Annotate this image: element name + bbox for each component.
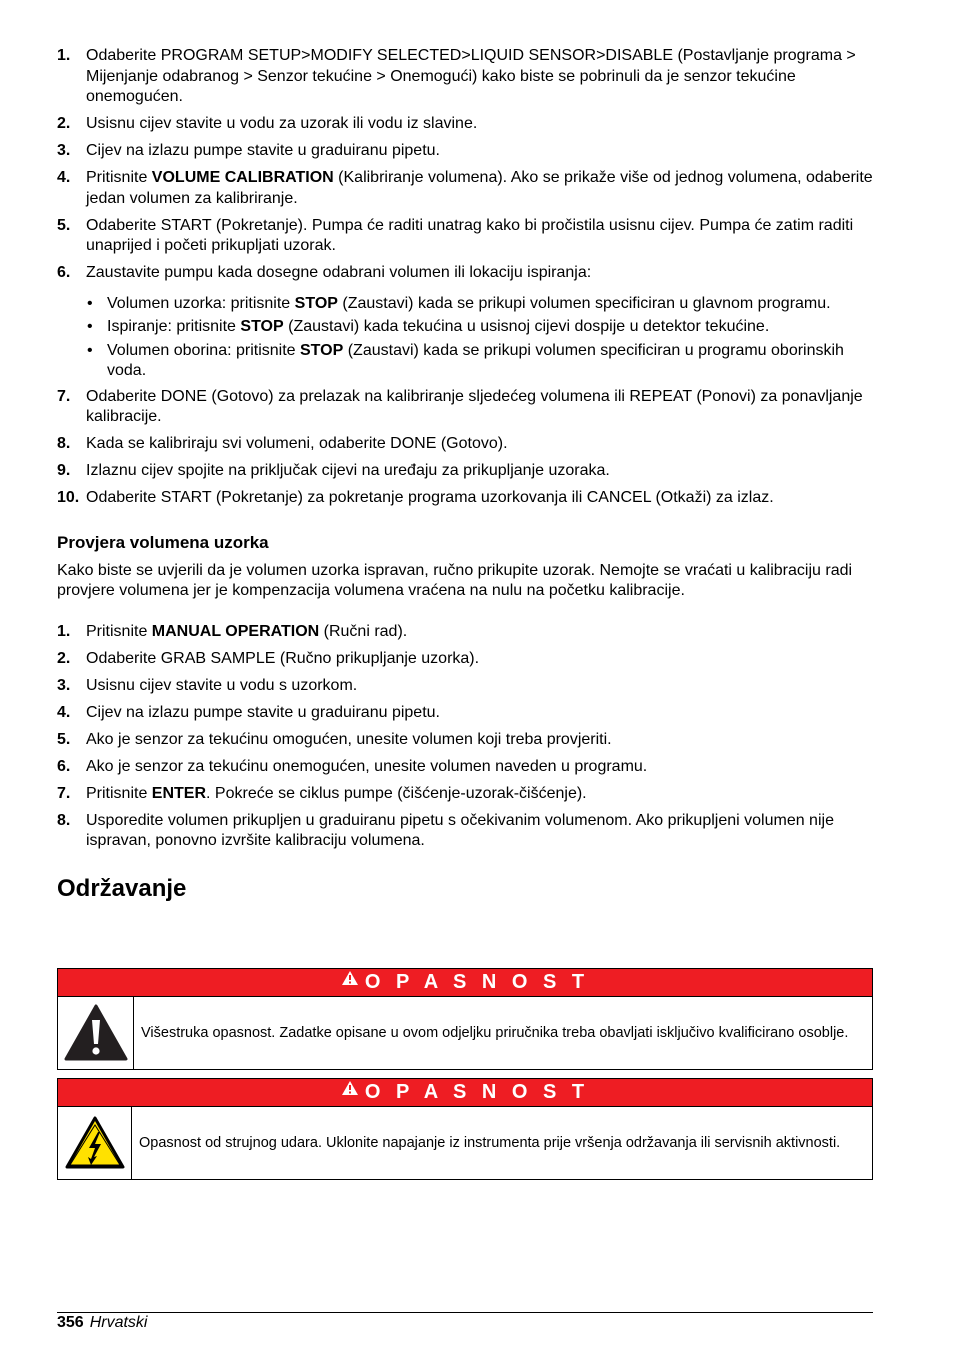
- step-text: Ako je senzor za tekućinu omogućen, unesite volumen koji treba provjeriti.: [86, 730, 612, 748]
- list-item: [57, 294, 873, 315]
- danger-text: Opasnost od strujnog udara. Uklonite napajanje iz instrumenta prije vršenja održavanja ili servisnih aktivnosti.: [139, 1135, 841, 1151]
- step-number: 4.: [57, 703, 71, 721]
- step-number: 8.: [57, 435, 71, 452]
- step-number: 6.: [57, 757, 71, 775]
- danger-header: [58, 969, 872, 997]
- step-number: 2.: [57, 115, 71, 132]
- list-item: [57, 216, 873, 257]
- step-text: Ako je senzor za tekućinu onemogućen, unesite volumen naveden u programu.: [86, 757, 648, 775]
- list-item: [57, 114, 873, 135]
- stop-options-list: [57, 294, 873, 382]
- step-text: Volumen uzorka: pritisnite: [107, 294, 295, 312]
- list-item: [57, 168, 873, 209]
- step-text: Izlaznu cijev spojite na priključak cijevi na uređaju za prikupljanje uzoraka.: [86, 462, 610, 479]
- page-content: [57, 0, 873, 904]
- list-item: [57, 387, 873, 428]
- list-item: [57, 488, 873, 509]
- step-text: Ispiranje: pritisnite: [107, 318, 241, 335]
- maintenance-heading: Održavanje: [57, 874, 187, 902]
- list-item: [57, 461, 873, 482]
- list-item: [57, 676, 873, 697]
- danger-box-general: [57, 968, 873, 1070]
- list-item: [57, 811, 873, 852]
- list-item: [57, 341, 873, 382]
- step-text: Cijev na izlazu pumpe stavite u graduiranu pipetu.: [86, 703, 440, 721]
- page-footer: [57, 1312, 873, 1332]
- list-item: [57, 649, 873, 670]
- step-number: 1.: [57, 47, 71, 64]
- step-number: 5.: [57, 730, 71, 748]
- step-text: (Zaustavi) kada se prikupi volumen specificiran u glavnom programu.: [337, 294, 831, 312]
- step-text: Zaustavite pumpu kada dosegne odabrani volumen ili lokaciju ispiranja:: [86, 264, 592, 281]
- step-text: Pritisnite: [86, 169, 152, 186]
- list-item: [57, 730, 873, 751]
- step-number: 9.: [57, 462, 71, 479]
- step-number: 10.: [57, 489, 80, 506]
- list-item: [57, 141, 873, 162]
- step-text: (Ručni rad).: [319, 622, 408, 640]
- bullet-icon: •: [87, 341, 93, 359]
- bold-command: STOP: [240, 318, 284, 335]
- bullet-icon: •: [87, 318, 93, 335]
- bold-command: MANUAL OPERATION: [151, 622, 320, 640]
- step-number: 3.: [57, 676, 71, 694]
- footer-language: Hrvatski: [89, 1314, 148, 1331]
- danger-label: O P A S N O S T: [364, 1081, 590, 1103]
- electrical-shock-icon: [58, 1107, 132, 1179]
- warning-triangle-icon: [341, 1077, 359, 1104]
- list-item: [57, 434, 873, 455]
- step-number: 1.: [57, 622, 71, 640]
- step-text: Usporedite volumen prikupljen u graduiranu pipetu s očekivanim volumenom. Ako prikupljeni volumen nije ispravan, ponovno izvršite kalibraciju volumena.: [86, 811, 834, 849]
- general-warning-icon: [58, 997, 134, 1069]
- step-number: 3.: [57, 142, 71, 159]
- step-text: Cijev na izlazu pumpe stavite u graduiranu pipetu.: [86, 142, 440, 159]
- calibration-steps-list: [57, 46, 873, 284]
- bold-command: STOP: [294, 294, 338, 312]
- list-item: [57, 317, 873, 338]
- page-number: 356: [57, 1314, 84, 1331]
- volume-verification-steps-list: [57, 622, 873, 852]
- step-text: (Zaustavi) kada se prikupi volumen specificiran u programu oborinskih voda.: [107, 341, 844, 379]
- step-text: Odaberite START (Pokretanje) za pokretanje programa uzorkovanja ili CANCEL (Otkaži) za izlaz.: [86, 489, 774, 506]
- step-text: Pritisnite: [86, 622, 152, 640]
- step-number: 7.: [57, 784, 71, 802]
- danger-box-electrical: [57, 1078, 873, 1180]
- step-text: Odaberite PROGRAM SETUP>MODIFY SELECTED>LIQUID SENSOR>DISABLE (Postavljanje programa > Mijenjanje odabranog > Senzor tekućine > Onemogući) kako biste se pobrinuli da je senzor tekućine onemogućen.: [86, 47, 856, 105]
- list-item: [57, 263, 873, 284]
- list-item: [57, 46, 873, 108]
- section-heading: Provjera volumena uzorka: [57, 532, 269, 552]
- list-item: [57, 757, 873, 778]
- step-number: 2.: [57, 649, 71, 667]
- step-text: Odaberite DONE (Gotovo) za prelazak na kalibriranje sljedećeg volumena ili REPEAT (Ponovi) za ponavljanje kalibracije.: [86, 387, 863, 425]
- step-text: Usisnu cijev stavite u vodu za uzorak ili vodu iz slavine.: [86, 115, 478, 132]
- bullet-icon: •: [87, 294, 93, 312]
- danger-label: O P A S N O S T: [364, 971, 590, 993]
- step-number: 7.: [57, 387, 71, 405]
- step-number: 5.: [57, 216, 71, 234]
- step-text: Odaberite START (Pokretanje). Pumpa će raditi unatrag kako bi pročistila usisnu cijev. Pumpa će zatim raditi unaprijed i početi prikupljati uzorak.: [86, 216, 854, 254]
- step-text: Kada se kalibriraju svi volumeni, odaberite DONE (Gotovo).: [86, 435, 508, 452]
- bold-command: VOLUME CALIBRATION: [151, 169, 334, 186]
- step-text: Pritisnite: [86, 784, 152, 802]
- list-item: [57, 622, 873, 643]
- step-number: 6.: [57, 264, 71, 281]
- warning-triangle-icon: [341, 967, 359, 994]
- danger-text: Višestruka opasnost. Zadatke opisane u ovom odjeljku priručnika treba obavljati isključivo kvalificirano osoblje.: [141, 1025, 849, 1041]
- step-number: 4.: [57, 169, 71, 186]
- list-item: [57, 784, 873, 805]
- step-text: Volumen oborina: pritisnite: [107, 341, 300, 359]
- calibration-steps-list-continued: [57, 387, 873, 509]
- list-item: [57, 703, 873, 724]
- bold-command: ENTER: [151, 784, 207, 802]
- step-text: (Zaustavi) kada tekućina u usisnoj cijevi dospije u detektor tekućine.: [283, 318, 770, 335]
- bold-command: STOP: [300, 341, 344, 359]
- step-text: (Kalibriranje volumena). Ako se prikaže više od jednog volumena, odaberite jedan volumen za kalibriranje.: [86, 169, 873, 207]
- step-text: Usisnu cijev stavite u vodu s uzorkom.: [86, 676, 358, 694]
- step-text: Odaberite GRAB SAMPLE (Ručno prikupljanje uzorka).: [86, 649, 480, 667]
- step-text: . Pokreće se ciklus pumpe (čišćenje-uzorak-čišćenje).: [206, 784, 587, 802]
- section-intro: Kako biste se uvjerili da je volumen uzorka ispravan, ručno prikupite uzorak. Nemojte se vraćati u kalibraciju radi provjere volumena jer je kompenzacija volumena vraćena na nulu na početku kalibracije.: [57, 561, 853, 599]
- step-number: 8.: [57, 811, 71, 829]
- danger-header: [58, 1079, 872, 1107]
